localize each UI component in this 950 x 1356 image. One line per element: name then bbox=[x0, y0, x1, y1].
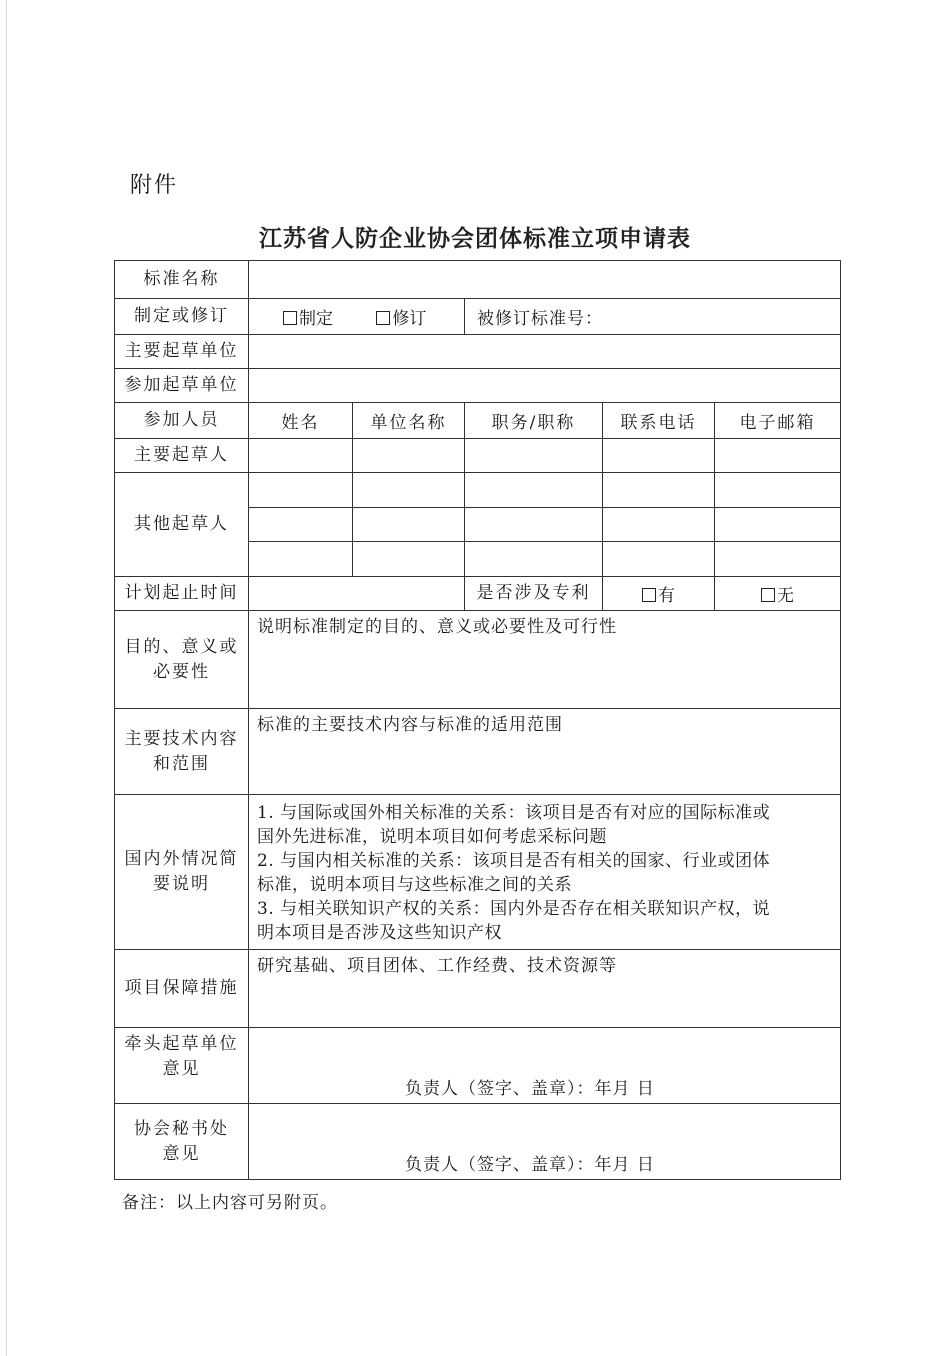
col-header-phone: 联系电话 bbox=[603, 403, 715, 439]
label-purpose bbox=[115, 611, 249, 709]
label-patent: 是否涉及专利 bbox=[465, 577, 603, 611]
option-patent-no-label: 无 bbox=[777, 586, 794, 606]
option-patent-no[interactable] bbox=[715, 577, 841, 611]
intl-hint-line: 2. 与国内相关标准的关系：该项目是否有相关的国家、行业或团体 bbox=[257, 851, 771, 871]
row-main-unit bbox=[115, 335, 841, 369]
option-revise[interactable] bbox=[376, 304, 426, 329]
application-form-table bbox=[114, 260, 841, 1180]
guarantee-hint: 研究基础、项目团体、工作经费、技术资源等 bbox=[257, 956, 617, 976]
label-guarantee: 项目保障措施 bbox=[115, 950, 249, 1028]
label-tech-line: 主要技术内容 bbox=[124, 728, 239, 749]
option-revise-label: 修订 bbox=[392, 309, 427, 329]
page-edge bbox=[6, 0, 7, 1356]
label-secretariat-line: 意见 bbox=[162, 1143, 201, 1164]
input-other-drafter-name[interactable] bbox=[249, 473, 353, 508]
checkbox-patent-yes[interactable] bbox=[642, 588, 656, 602]
input-other-drafter-phone[interactable] bbox=[603, 542, 715, 577]
row-tech-content bbox=[115, 709, 841, 795]
input-other-drafter-email[interactable] bbox=[715, 542, 841, 577]
col-header-title: 职务/职称 bbox=[465, 403, 603, 439]
label-secretariat-line: 协会秘书处 bbox=[134, 1118, 229, 1139]
option-patent-yes[interactable] bbox=[603, 577, 715, 611]
input-other-drafter-unit[interactable] bbox=[353, 473, 465, 508]
input-main-drafter-name[interactable] bbox=[249, 439, 353, 473]
revised-std-no-cell[interactable] bbox=[465, 299, 841, 335]
row-participants-header bbox=[115, 403, 841, 439]
option-create-label: 制定 bbox=[299, 309, 333, 329]
intl-hint-line: 1. 与国际或国外相关标准的关系：该项目是否有对应的国际标准或 bbox=[257, 803, 771, 823]
lead-unit-sign-line: 负责人（签字、盖章）：年月 日 bbox=[405, 1079, 655, 1099]
label-lead-unit-opinion bbox=[115, 1028, 249, 1104]
col-header-name: 姓名 bbox=[249, 403, 353, 439]
row-guarantee bbox=[115, 950, 841, 1028]
label-secretariat-opinion bbox=[115, 1104, 249, 1180]
input-main-drafter-phone[interactable] bbox=[603, 439, 715, 473]
col-header-email: 电子邮箱 bbox=[715, 403, 841, 439]
form-title: 江苏省人防企业协会团体标准立项申请表 bbox=[259, 226, 691, 252]
input-main-unit[interactable] bbox=[249, 335, 841, 369]
row-purpose bbox=[115, 611, 841, 709]
input-other-drafter-title[interactable] bbox=[465, 542, 603, 577]
label-revised-std-no: 被修订标准号： bbox=[477, 309, 603, 329]
label-tech-line: 和范围 bbox=[153, 753, 210, 774]
checkbox-create[interactable] bbox=[283, 311, 297, 325]
label-main-unit: 主要起草单位 bbox=[115, 335, 249, 369]
input-standard-name[interactable] bbox=[249, 261, 841, 299]
label-intl-line: 要说明 bbox=[153, 874, 210, 894]
checkbox-patent-no[interactable] bbox=[761, 588, 775, 602]
label-purpose-line: 目的、意义或 bbox=[124, 636, 239, 657]
label-intl-line: 国内外情况简 bbox=[124, 849, 239, 869]
create-revise-options bbox=[249, 299, 465, 335]
input-other-drafter-name[interactable] bbox=[249, 542, 353, 577]
input-other-drafter-title[interactable] bbox=[465, 473, 603, 508]
row-create-or-revise bbox=[115, 299, 841, 335]
label-intl-situation bbox=[115, 795, 249, 950]
input-main-drafter-title[interactable] bbox=[465, 439, 603, 473]
input-intl-situation[interactable] bbox=[249, 795, 841, 950]
attachment-label: 附件 bbox=[130, 173, 179, 198]
row-plan-period bbox=[115, 577, 841, 611]
input-guarantee[interactable] bbox=[249, 950, 841, 1028]
input-other-drafter-title[interactable] bbox=[465, 508, 603, 542]
option-create[interactable] bbox=[283, 304, 333, 329]
checkbox-revise[interactable] bbox=[376, 311, 390, 325]
footer-note: 备注：以上内容可另附页。 bbox=[122, 1193, 338, 1213]
input-purpose[interactable] bbox=[249, 611, 841, 709]
input-other-drafter-phone[interactable] bbox=[603, 508, 715, 542]
row-secretariat-opinion bbox=[115, 1104, 841, 1180]
row-participating-unit bbox=[115, 369, 841, 403]
col-header-unit: 单位名称 bbox=[353, 403, 465, 439]
input-secretariat-opinion[interactable] bbox=[249, 1104, 841, 1180]
input-other-drafter-phone[interactable] bbox=[603, 473, 715, 508]
tech-hint: 标准的主要技术内容与标准的适用范围 bbox=[257, 715, 563, 735]
input-lead-unit-opinion[interactable] bbox=[249, 1028, 841, 1104]
intl-hint-line: 标准，说明本项目与这些标准之间的关系 bbox=[257, 875, 572, 895]
input-other-drafter-email[interactable] bbox=[715, 508, 841, 542]
label-participants: 参加人员 bbox=[115, 403, 249, 439]
label-lead-unit-line: 牵头起草单位 bbox=[124, 1034, 239, 1054]
intl-hint-line: 国外先进标准，说明本项目如何考虑采标问题 bbox=[257, 827, 607, 847]
option-patent-yes-label: 有 bbox=[658, 586, 675, 606]
input-other-drafter-unit[interactable] bbox=[353, 508, 465, 542]
row-standard-name bbox=[115, 261, 841, 299]
input-other-drafter-email[interactable] bbox=[715, 473, 841, 508]
label-plan-period: 计划起止时间 bbox=[115, 577, 249, 611]
label-lead-unit-line: 意见 bbox=[162, 1059, 201, 1079]
label-purpose-line: 必要性 bbox=[153, 661, 210, 682]
label-create-or-revise: 制定或修订 bbox=[115, 299, 249, 335]
input-other-drafter-unit[interactable] bbox=[353, 542, 465, 577]
input-other-drafter-name[interactable] bbox=[249, 508, 353, 542]
intl-hint-line: 3. 与相关联知识产权的关系：国内外是否存在相关联知识产权，说 bbox=[257, 899, 771, 919]
row-main-drafter bbox=[115, 439, 841, 473]
label-other-drafters: 其他起草人 bbox=[115, 473, 249, 577]
input-main-drafter-unit[interactable] bbox=[353, 439, 465, 473]
label-main-drafter: 主要起草人 bbox=[115, 439, 249, 473]
row-other-drafter bbox=[115, 473, 841, 508]
input-plan-period[interactable] bbox=[249, 577, 465, 611]
purpose-hint: 说明标准制定的目的、意义或必要性及可行性 bbox=[257, 617, 617, 637]
intl-hint-line: 明本项目是否涉及这些知识产权 bbox=[257, 923, 502, 943]
label-participating-unit: 参加起草单位 bbox=[115, 369, 249, 403]
input-participating-unit[interactable] bbox=[249, 369, 841, 403]
secretariat-sign-line: 负责人（签字、盖章）：年月 日 bbox=[405, 1155, 655, 1175]
label-standard-name: 标准名称 bbox=[115, 261, 249, 299]
row-intl-situation bbox=[115, 795, 841, 950]
label-tech-content bbox=[115, 709, 249, 795]
input-tech-content[interactable] bbox=[249, 709, 841, 795]
input-main-drafter-email[interactable] bbox=[715, 439, 841, 473]
row-lead-unit-opinion bbox=[115, 1028, 841, 1104]
